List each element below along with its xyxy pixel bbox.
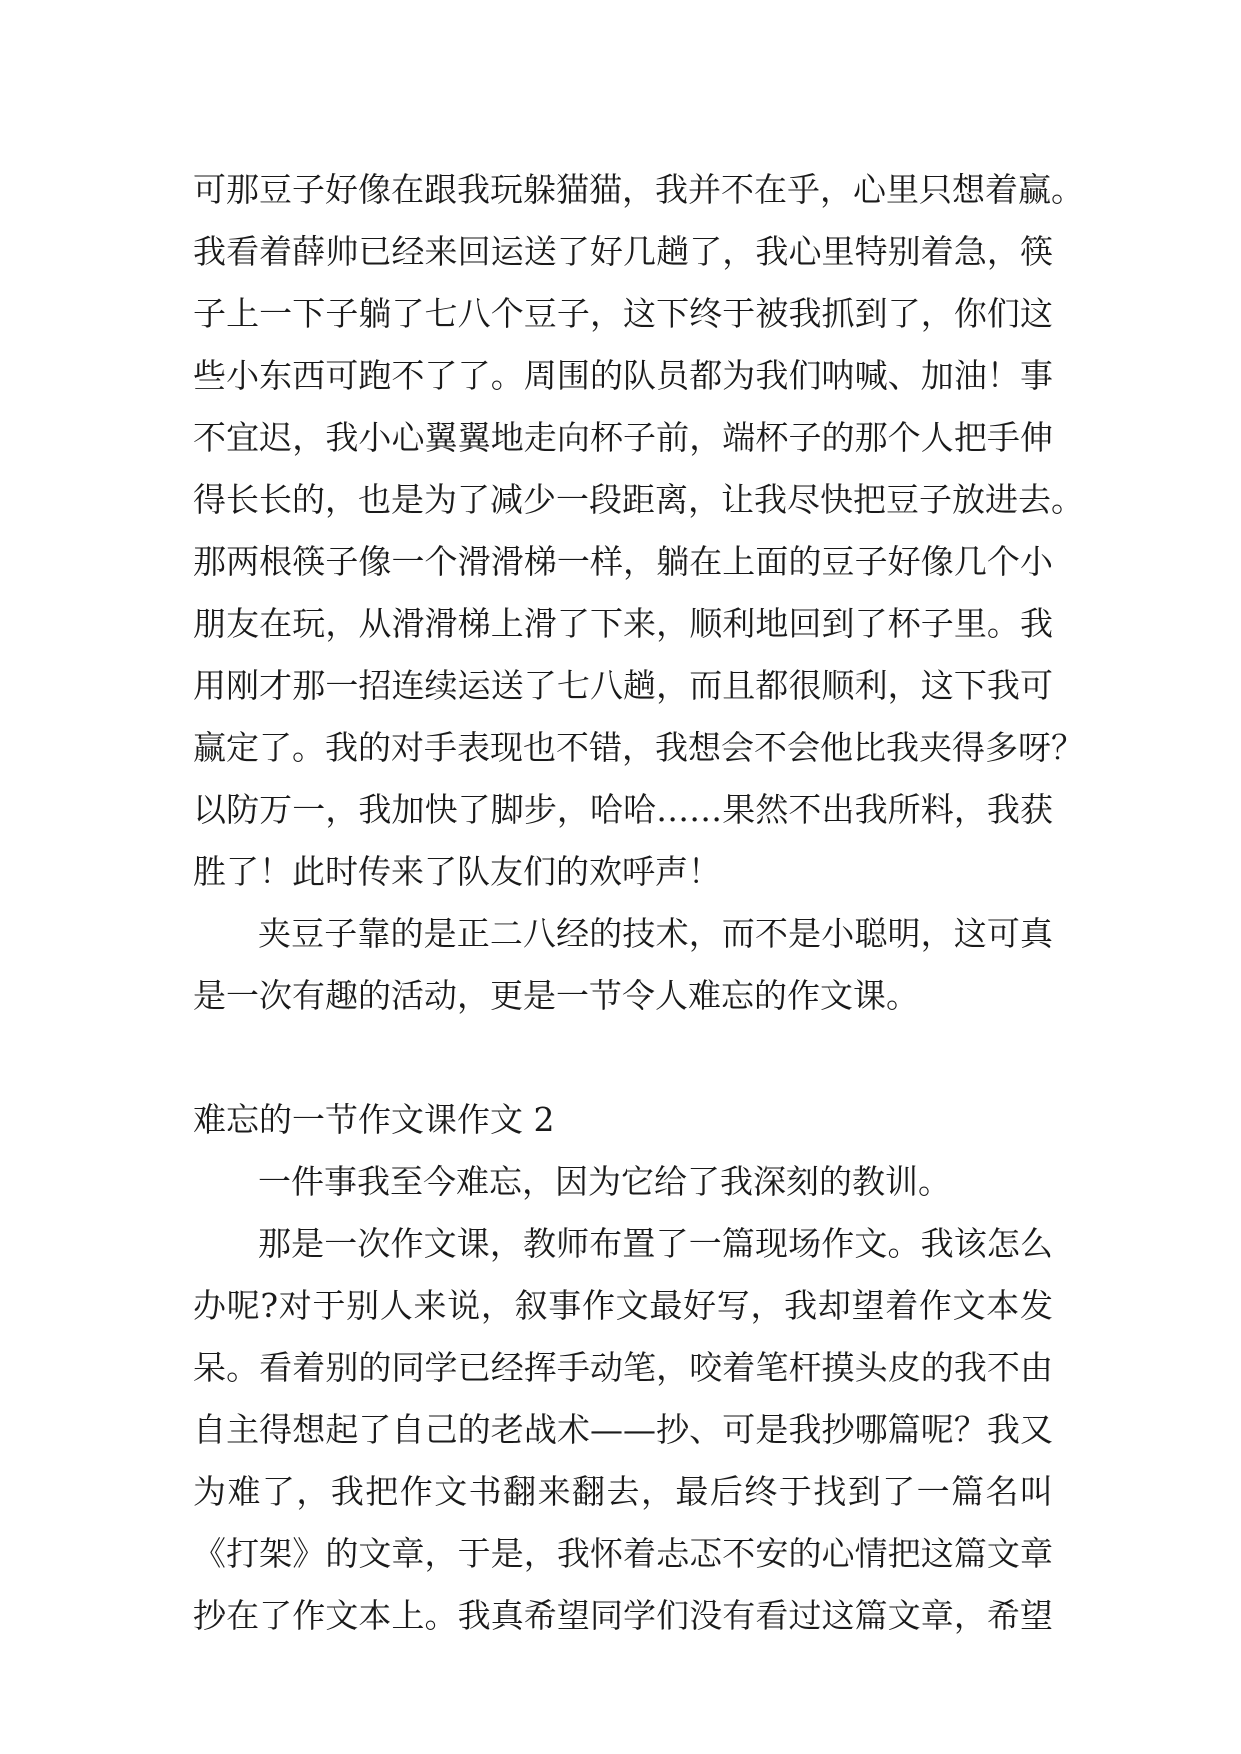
text-line: 不宜迟，我小心翼翼地走向杯子前，端杯子的那个人把手伸 [193, 418, 1053, 457]
text-line: 朋友在玩，从滑滑梯上滑了下来，顺利地回到了杯子里。我 [193, 604, 1053, 643]
text-line: 为难了，我把作文书翻来翻去，最后终于找到了一篇名叫 [193, 1472, 1053, 1511]
text-line: 用刚才那一招连续运送了七八趟，而且都很顺利，这下我可 [193, 666, 1053, 705]
text-line: 赢定了。我的对手表现也不错，我想会不会他比我夹得多呀？ [193, 728, 1084, 767]
text-line: 以防万一，我加快了脚步，哈哈……果然不出我所料，我获 [193, 790, 1053, 829]
text-line: 办呢?对于别人来说，叙事作文最好写，我却望着作文本发 [193, 1286, 1053, 1325]
section-title: 难忘的一节作文课作文 2 [193, 1100, 555, 1139]
text-line: 是一次有趣的活动，更是一节令人难忘的作文课。 [193, 976, 919, 1015]
text-line: 夹豆子靠的是正二八经的技术，而不是小聪明，这可真 [258, 914, 1053, 953]
text-line: 《打架》的文章，于是，我怀着忐忑不安的心情把这篇文章 [193, 1534, 1053, 1573]
text-line: 我看着薛帅已经来回运送了好几趟了，我心里特别着急，筷 [193, 232, 1053, 271]
text-line: 可那豆子好像在跟我玩躲猫猫，我并不在乎，心里只想着赢。 [193, 170, 1084, 209]
text-line: 那两根筷子像一个滑滑梯一样，躺在上面的豆子好像几个小 [193, 542, 1053, 581]
text-line: 呆。看着别的同学已经挥手动笔，咬着笔杆摸头皮的我不由 [193, 1348, 1053, 1387]
text-line: 胜了！此时传来了队友们的欢呼声！ [193, 852, 721, 891]
text-line: 那是一次作文课，教师布置了一篇现场作文。我该怎么 [258, 1224, 1053, 1263]
text-line: 些小东西可跑不了了。周围的队员都为我们呐喊、加油！事 [193, 356, 1053, 395]
text-line: 一件事我至今难忘，因为它给了我深刻的教训。 [258, 1162, 951, 1201]
text-line: 自主得想起了自己的老战术——抄、可是我抄哪篇呢？我又 [193, 1410, 1053, 1449]
text-line: 子上一下子躺了七八个豆子，这下终于被我抓到了，你们这 [193, 294, 1053, 333]
text-line: 抄在了作文本上。我真希望同学们没有看过这篇文章，希望 [193, 1596, 1053, 1635]
text-line: 得长长的，也是为了减少一段距离，让我尽快把豆子放进去。 [193, 480, 1084, 519]
